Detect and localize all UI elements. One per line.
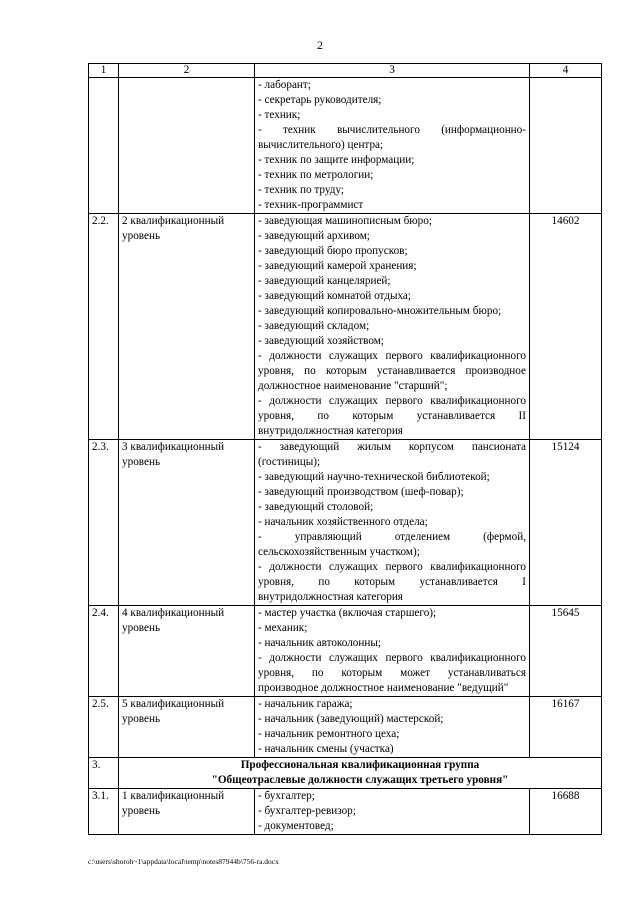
positions-list — [255, 789, 530, 835]
position-item: - должности служащих первого квалификационного уровня, по которым устанавливается I внутридолжностная категория — [258, 561, 526, 603]
position-item: - техник вычислительного (информационно-вычислительного) центра; — [258, 124, 526, 151]
qualification-level — [119, 78, 255, 214]
header-cell: 3 — [255, 64, 530, 78]
positions-list — [255, 606, 530, 697]
position-item: - заведующий складом; — [258, 320, 370, 332]
group-title-line: Профессиональная квалификационная группа — [240, 759, 480, 771]
header-cell: 4 — [530, 64, 602, 78]
position-item: - заведующий камерой хранения; — [258, 260, 417, 272]
position-item: - заведующий канцелярией; — [258, 275, 391, 287]
table-header-row — [89, 64, 602, 78]
position-item: - заведующий производством (шеф-повар); — [258, 486, 464, 498]
position-item: - должности служащих первого квалификационного уровня, по которым устанавливается II внутридолжностная категория — [258, 395, 526, 437]
position-item: - заведующий архивом; — [258, 230, 370, 242]
position-item: - начальник (заведующий) мастерской; — [258, 713, 444, 725]
position-item: - механик; — [258, 622, 308, 634]
position-item: - начальник хозяйственного отдела; — [258, 516, 428, 528]
position-item: - документовед; — [258, 820, 334, 832]
position-item: - техник по труду; — [258, 184, 345, 196]
position-item: - техник по метрологии; — [258, 169, 374, 181]
group-title-line: "Общеотраслевые должности служащих третьего уровня" — [211, 774, 509, 786]
position-item: - заведующая машинописным бюро; — [258, 215, 432, 227]
row-number: 2.5. — [89, 697, 119, 758]
position-item: - техник; — [258, 109, 301, 121]
position-item: - секретарь руководителя; — [258, 94, 382, 106]
table-row — [89, 789, 602, 835]
position-item: - начальник автоколонны; — [258, 637, 382, 649]
table-row — [89, 440, 602, 606]
position-item: - заведующий копировально-множительным бюро; — [258, 305, 502, 317]
row-number: 3.1. — [89, 789, 119, 835]
header-cell: 1 — [89, 64, 119, 78]
salary-value — [530, 78, 602, 214]
group-row — [89, 758, 602, 789]
positions-list — [255, 697, 530, 758]
position-item: - начальник смены (участка) — [258, 743, 394, 755]
position-item: - заведующий хозяйством; — [258, 335, 384, 347]
salary-value: 16167 — [530, 697, 602, 758]
position-item: - должности служащих первого квалификационного уровня, по которым устанавливается производное должностное наименование "старший"; — [258, 350, 526, 392]
position-item: - начальник ремонтного цеха; — [258, 728, 400, 740]
position-item: - управляющий отделением (фермой, сельскохозяйственным участком); — [258, 531, 526, 558]
position-item: - заведующий комнатой отдыха; — [258, 290, 411, 302]
position-item: - должности служащих первого квалификационного уровня, по которым может устанавливаться производное должностное наименование "ведущий" — [258, 652, 526, 694]
position-item: - лаборант; — [258, 79, 311, 91]
qualification-level: 4 квалификационный уровень — [119, 606, 255, 697]
salary-value: 15645 — [530, 606, 602, 697]
row-number: 2.4. — [89, 606, 119, 697]
positions-list — [255, 214, 530, 440]
positions-list — [255, 78, 530, 214]
position-item: - начальник гаража; — [258, 698, 353, 710]
position-item: - заведующий научно-технической библиотекой; — [258, 471, 490, 483]
qualification-level: 1 квалификационный уровень — [119, 789, 255, 835]
page-number: 2 — [317, 38, 323, 52]
header-cell: 2 — [119, 64, 255, 78]
table-row — [89, 78, 602, 214]
row-number: 2.3. — [89, 440, 119, 606]
qualification-table — [88, 63, 602, 835]
file-path-footer: c:\users\shoroh~1\appdata\local\temp\notes87944b\756-ra.docx — [88, 857, 279, 866]
position-item: - техник-программист — [258, 199, 364, 211]
position-item: - заведующий столовой; — [258, 501, 374, 513]
position-item: - бухгалтер-ревизор; — [258, 805, 356, 817]
group-number: 3. — [89, 758, 119, 789]
position-item: - бухгалтер; — [258, 790, 315, 802]
position-item: - заведующий жилым корпусом пансионата (гостиницы); — [258, 441, 526, 468]
qualification-level: 5 квалификационный уровень — [119, 697, 255, 758]
position-item: - техник по защите информации; — [258, 154, 415, 166]
salary-value: 14602 — [530, 214, 602, 440]
position-item: - мастер участка (включая старшего); — [258, 607, 437, 619]
salary-value: 15124 — [530, 440, 602, 606]
row-number — [89, 78, 119, 214]
row-number: 2.2. — [89, 214, 119, 440]
position-item: - заведующий бюро пропусков; — [258, 245, 408, 257]
table-row — [89, 606, 602, 697]
positions-list — [255, 440, 530, 606]
qualification-level: 2 квалификационный уровень — [119, 214, 255, 440]
salary-value: 16688 — [530, 789, 602, 835]
qualification-level: 3 квалификационный уровень — [119, 440, 255, 606]
table-row — [89, 214, 602, 440]
group-title — [119, 758, 602, 789]
table-row — [89, 697, 602, 758]
